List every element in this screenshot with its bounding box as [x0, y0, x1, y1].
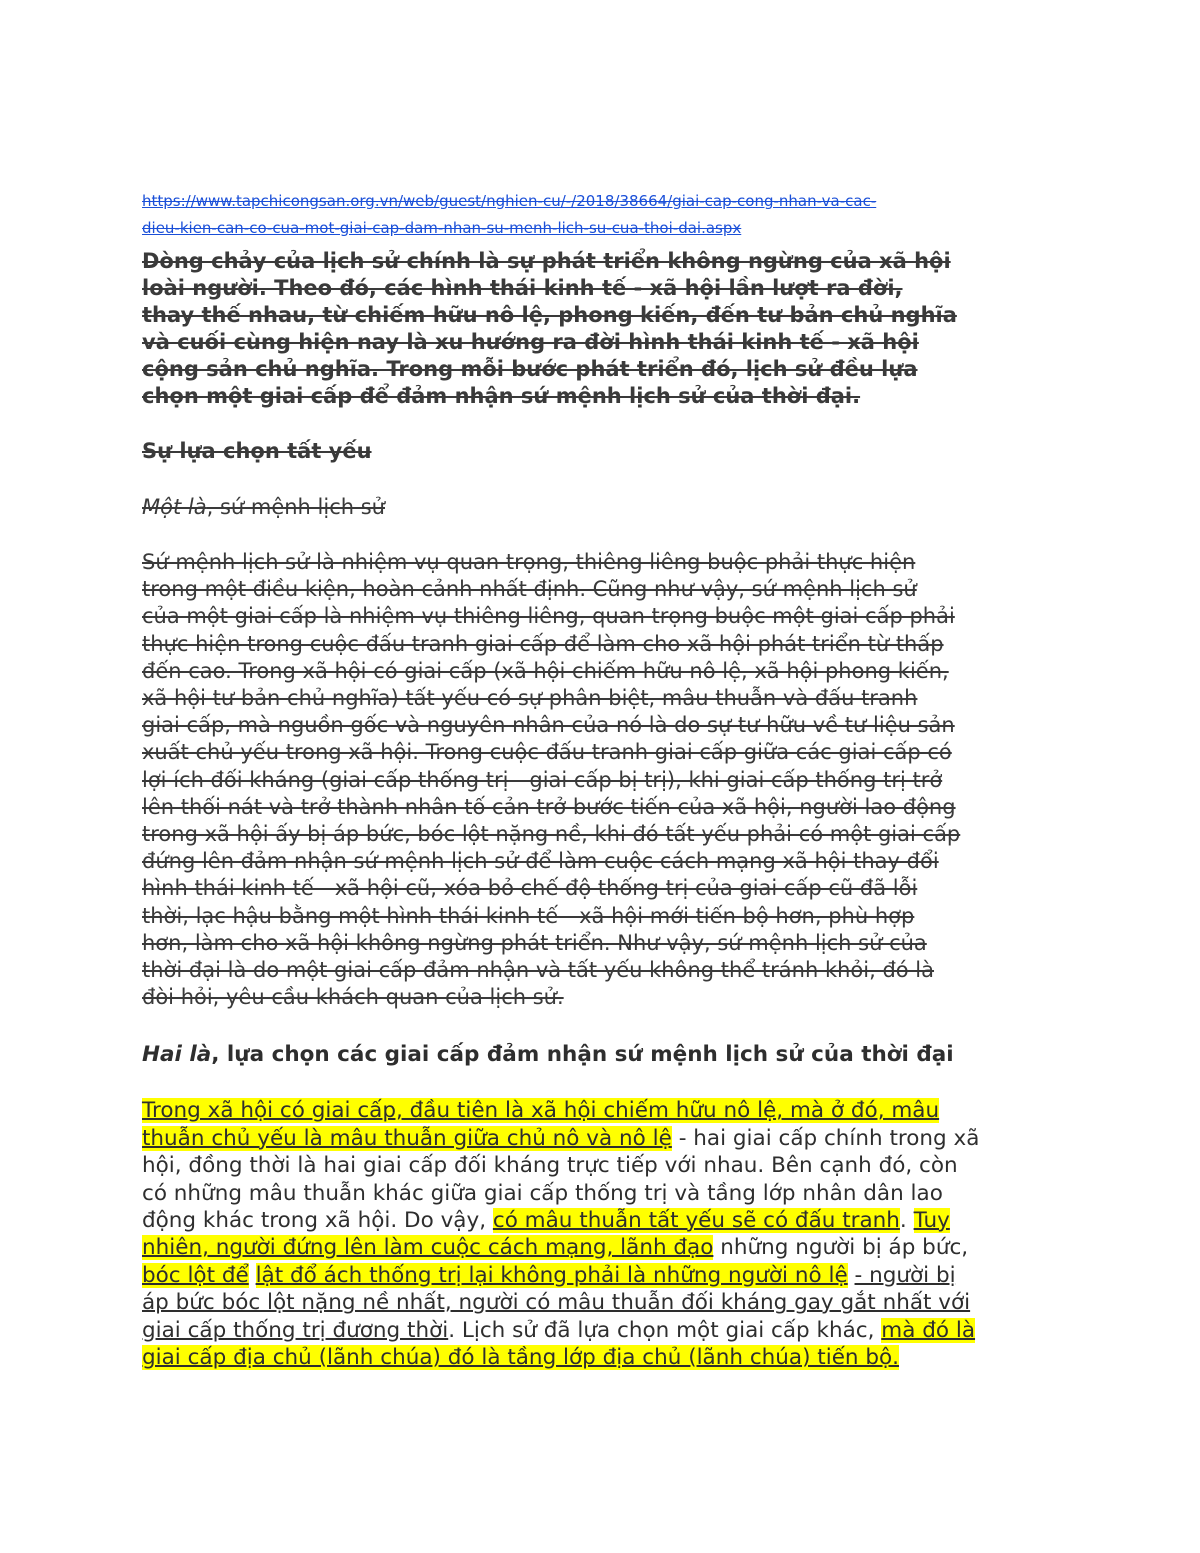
paragraph-line: [142, 1317, 1064, 1344]
paragraph-line: đến cao. Trong xã hội có giai cấp (xã hội chiếm hữu nô lệ, xã hội phong kiến,: [142, 658, 949, 683]
paragraph-line: của một giai cấp là nhiệm vụ thiêng liêng, quan trọng buộc một giai cấp phải: [142, 604, 955, 629]
lead-line: cộng sản chủ nghĩa. Trong mỗi bước phát triển đó, lịch sử đều lựa: [142, 357, 918, 381]
paragraph-line: xuất chủ yếu trong xã hội. Trong cuộc đấu tranh giai cấp giữa các giai cấp có: [142, 740, 952, 765]
paragraph-line: [142, 1289, 1064, 1316]
paragraph-line: [142, 1207, 1064, 1234]
paragraph-line: giai cấp, mà nguồn gốc và nguyên nhân của nó là do sự tư hữu về tư liệu sản: [142, 713, 955, 738]
plain-text: [249, 1263, 256, 1288]
section-2-heading-italic: Hai là: [142, 1042, 212, 1068]
paragraph-line: thời, lạc hậu bằng một hình thái kinh tế - xã hội mới tiến bộ hơn, phù hợp: [142, 903, 915, 928]
paragraph-line: thời đại là do một giai cấp đảm nhận và tất yếu không thể tránh khỏi, đó là: [142, 958, 935, 983]
lead-line: Dòng chảy của lịch sử chính là sự phát triển không ngừng của xã hội: [142, 249, 951, 273]
underlined-text: giai cấp thống trị đương thời: [142, 1317, 449, 1343]
paragraph-line: lợi ích đối kháng (giai cấp thống trị - giai cấp bị trị), khi giai cấp thống trị trở: [142, 767, 943, 792]
lead-line: thay thế nhau, từ chiếm hữu nô lệ, phong kiến, đến tư bản chủ nghĩa: [142, 303, 957, 327]
plain-text: [848, 1263, 855, 1288]
highlighted-text: Tuy: [913, 1208, 950, 1234]
highlighted-text: có mâu thuẫn tất yếu sẽ có đấu tranh: [492, 1208, 900, 1234]
plain-text: động khác trong xã hội. Do vậy,: [142, 1208, 493, 1234]
plain-text: những người bị áp bức,: [713, 1235, 969, 1261]
highlighted-text: thuẫn chủ yếu là mâu thuẫn giữa chủ nô và nô lệ: [142, 1125, 672, 1151]
paragraph-line: [142, 1234, 1064, 1261]
paragraph-line: [142, 1344, 1064, 1371]
paragraph-line: hình thái kinh tế - xã hội cũ, xóa bỏ chế độ thống trị của giai cấp cũ đã lỗi: [142, 876, 918, 901]
paragraph-line: đòi hỏi, yêu cầu khách quan của lịch sử.: [142, 985, 564, 1010]
plain-text: - hai giai cấp chính trong xã: [671, 1125, 980, 1151]
paragraph-line: trong xã hội ấy bị áp bức, bóc lột nặng nề, khi đó tất yếu phải có một giai cấp: [142, 822, 961, 847]
source-link-line-2[interactable]: dieu-kien-can-co-cua-mot-giai-cap-dam-nhan-su-menh-lich-su-cua-thoi-dai.aspx: [142, 219, 742, 237]
body-paragraph-2: [142, 1097, 1064, 1371]
plain-text: . Lịch sử đã lựa chọn một giai cấp khác,: [448, 1317, 882, 1343]
highlighted-text: lật đổ ách thống trị lại không phải là những người nô lệ: [255, 1262, 848, 1288]
source-link[interactable]: [142, 188, 1064, 242]
subsection-heading: [142, 494, 1064, 521]
paragraph-line: Sứ mệnh lịch sử là nhiệm vụ quan trọng, thiêng liêng buộc phải thực hiện: [142, 550, 916, 574]
paragraph-line: [142, 1097, 1064, 1124]
section-heading: Sự lựa chọn tất yếu: [142, 439, 372, 463]
underlined-text: - người bị: [854, 1262, 956, 1288]
paragraph-line: trong một điều kiện, hoàn cảnh nhất định. Cũng như vậy, sứ mệnh lịch sử: [142, 577, 917, 602]
paragraph-line: hội, đồng thời là hai giai cấp đối kháng trực tiếp với nhau. Bên cạnh đó, còn: [142, 1153, 958, 1179]
section-2-heading: [142, 1041, 1064, 1069]
paragraph-line: đứng lên đảm nhận sứ mệnh lịch sử để làm cuộc cách mạng xã hội thay đổi: [142, 849, 939, 874]
section-2-heading-rest: , lựa chọn các giai cấp đảm nhận sứ mệnh lịch sử của thời đại: [211, 1042, 954, 1068]
lead-paragraph: [142, 248, 1064, 410]
paragraph-line: có những mâu thuẫn khác giữa giai cấp thống trị và tầng lớp nhân dân lao: [142, 1180, 943, 1206]
source-link-line-1[interactable]: https://www.tapchicongsan.org.vn/web/guest/nghien-cu/-/2018/38664/giai-cap-cong-nhan-va-cac-: [142, 192, 877, 210]
highlighted-text: mà đó là: [881, 1317, 976, 1343]
document-page: [142, 188, 1064, 1372]
body-paragraph-1: [142, 549, 1064, 1011]
plain-text: .: [899, 1208, 914, 1234]
highlighted-text: bóc lột để: [142, 1262, 249, 1288]
underlined-text: áp bức bóc lột nặng nề nhất, người có mâu thuẫn đối kháng gay gắt nhất với: [142, 1290, 971, 1316]
paragraph-line: xã hội tư bản chủ nghĩa) tất yếu có sự phân biệt, mâu thuẫn và đấu tranh: [142, 686, 918, 711]
highlighted-text: nhiên, người đứng lên làm cuộc cách mạng, lãnh đạo: [142, 1235, 714, 1261]
subsection-heading-italic: Một là: [142, 495, 207, 519]
highlighted-text: Trong xã hội có giai cấp, đầu tiên là xã hội chiếm hữu nô lệ, mà ở đó, mâu: [142, 1098, 940, 1124]
paragraph-line: [142, 1125, 1064, 1152]
lead-line: chọn một giai cấp để đảm nhận sứ mệnh lịch sử của thời đại.: [142, 384, 861, 408]
paragraph-line: lên thối nát và trở thành nhân tố cản trở bước tiến của xã hội, người lao động: [142, 794, 956, 819]
lead-line: và cuối cùng hiện nay là xu hướng ra đời hình thái kinh tế - xã hội: [142, 330, 919, 354]
paragraph-line: hơn, làm cho xã hội không ngừng phát triển. Như vậy, sứ mệnh lịch sử của: [142, 930, 927, 955]
highlighted-text: giai cấp địa chủ (lãnh chúa) đó là tầng lớp địa chủ (lãnh chúa) tiến bộ.: [142, 1345, 900, 1371]
paragraph-line: thực hiện trong cuộc đấu tranh giai cấp để làm cho xã hội phát triển từ thấp: [142, 631, 944, 656]
lead-line: loài người. Theo đó, các hình thái kinh tế - xã hội lần lượt ra đời,: [142, 276, 903, 300]
subsection-heading-rest: , sứ mệnh lịch sử: [206, 495, 385, 519]
paragraph-line: [142, 1262, 1064, 1289]
